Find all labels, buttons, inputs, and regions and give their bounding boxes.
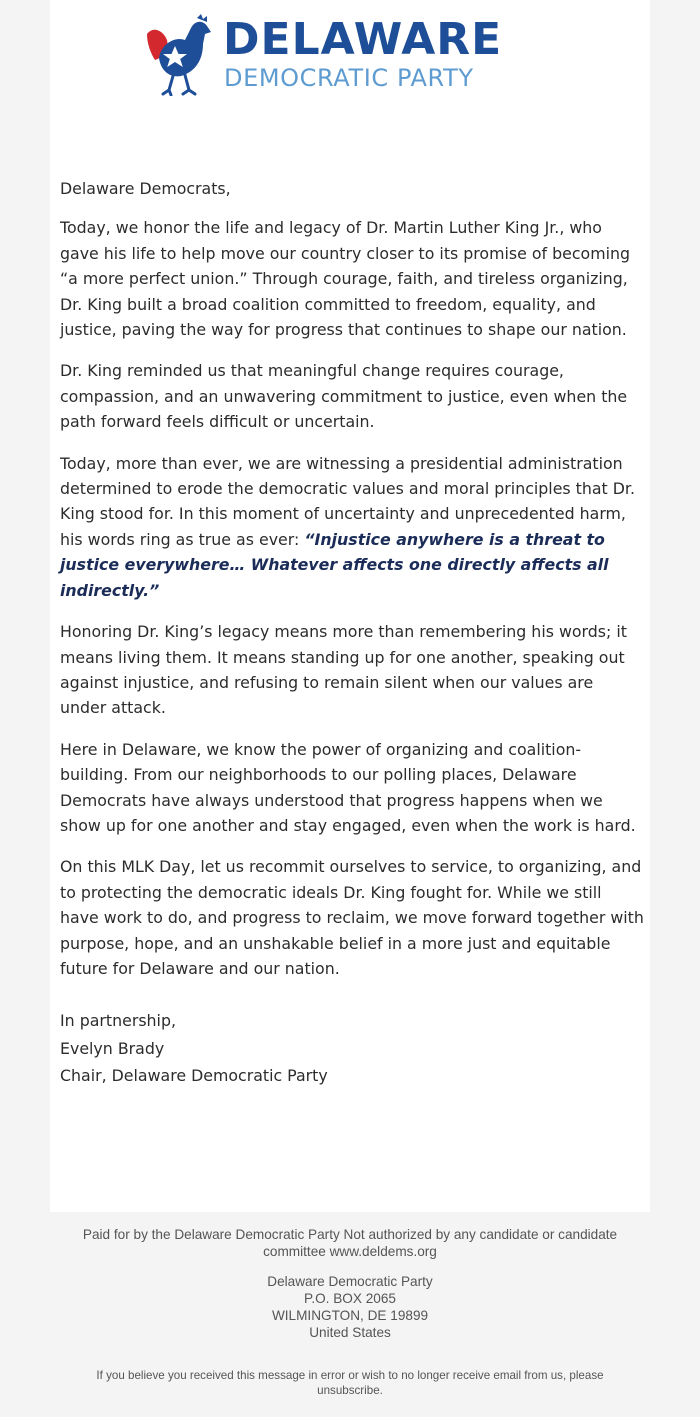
logo-title: DELAWARE: [223, 14, 503, 65]
paragraph: Today, we honor the life and legacy of Dr. Martin Luther King Jr., who gave his life to help move our country closer to its promise of becoming “a more perfect union.” Through courage, faith, and tireless organizing, Dr. King built a broad coalition committed to freedom, equality, and justice, paving the way for progress that continues to shape our nation.: [60, 218, 631, 340]
paid-for-disclaimer: Paid for by the Delaware Democratic Party Not authorized by any candidate or candidate committee www.deldems.org: [82, 1227, 618, 1259]
mlk-quote: “Injustice anywhere is a threat to justice everywhere… Whatever affects one directly affects all indirectly.”: [60, 529, 609, 600]
paragraph: Here in Delaware, we know the power of organizing and coalition-building. From our neighborhoods to our polling places, Delaware Democrats have always understood that progress happens when we show up for one another and stay engaged, even when the work is hard.: [60, 739, 636, 835]
address-line: Delaware Democratic Party: [267, 1274, 433, 1289]
paragraph: Dr. King reminded us that meaningful change requires courage, compassion, and an unwavering commitment to justice, even when the path forward feels difficult or uncertain.: [60, 361, 628, 432]
rooster-star-icon: [145, 14, 215, 96]
salutation: Delaware Democrats,: [60, 179, 231, 198]
paragraph: On this MLK Day, let us recommit ourselves to service, to organizing, and to protecting the democratic ideals Dr. King fought for. While we still have work to do, and progress to reclaim, we move forward together with purpose, hope, and an unshakable belief in a more just and equitable future for Delaware and our nation.: [60, 857, 644, 978]
address-line: United States: [309, 1325, 391, 1340]
paragraph: Honoring Dr. King’s legacy means more than remembering his words; it means living them. It means standing up for one another, speaking out against injustice, and refusing to remain silent when our values are under attack.: [60, 622, 627, 718]
paragraph-text: Today, more than ever, we are witnessing a presidential administration determined to erode the democratic values and moral principles that Dr. King stood for. In this moment of uncertainty and unprecedented harm, his words ring as true as ever:: [60, 453, 635, 549]
paragraph-with-quote: [60, 451, 644, 603]
unsubscribe-text: If you believe you received this message in error or wish to no longer receive email from us, please: [96, 1369, 604, 1382]
signer-name: Evelyn Brady: [60, 1038, 165, 1058]
signature-block: [60, 1007, 644, 1089]
email-footer: [0, 1226, 700, 1398]
unsubscribe-link[interactable]: unsubscribe.: [317, 1383, 383, 1397]
email-card: [50, 0, 650, 1212]
signer-title: Chair, Delaware Democratic Party: [60, 1065, 328, 1085]
address-line: WILMINGTON, DE 19899: [271, 1308, 429, 1323]
unsubscribe-notice: [70, 1369, 630, 1398]
letter-body: [60, 176, 644, 1089]
logo-subtitle: DEMOCRATIC PARTY: [224, 64, 474, 92]
party-logo[interactable]: [145, 14, 565, 96]
closing: In partnership,: [60, 1011, 176, 1031]
address-line: P.O. BOX 2065: [304, 1291, 396, 1306]
mailing-address: [0, 1273, 700, 1341]
